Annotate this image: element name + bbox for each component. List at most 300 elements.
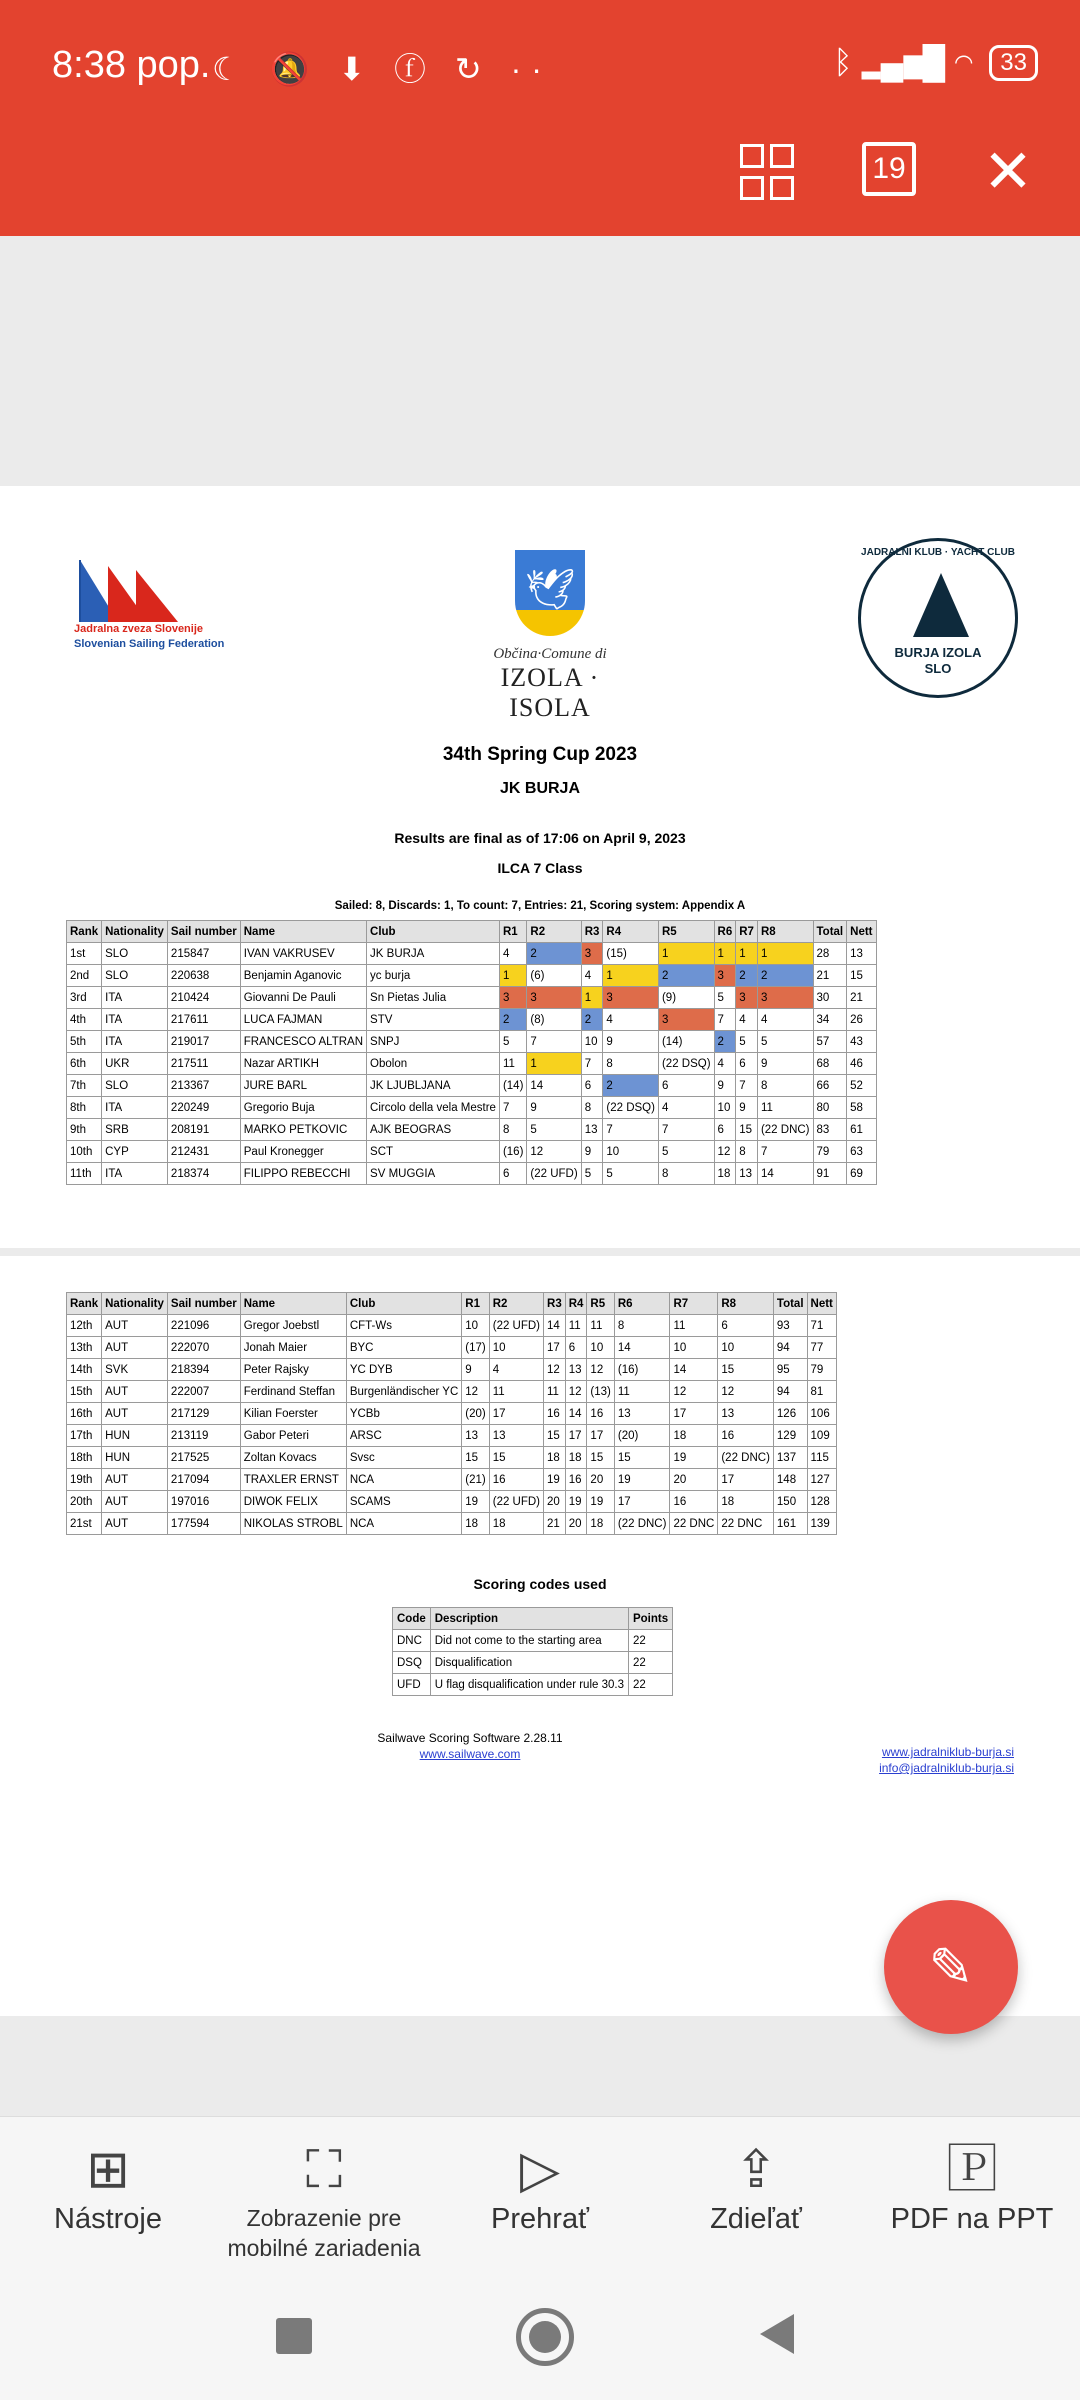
table-cell: SLO bbox=[102, 1075, 168, 1097]
table-cell: 16 bbox=[587, 1403, 614, 1425]
table-cell: 18 bbox=[462, 1513, 489, 1535]
table-cell: 22 DNC bbox=[670, 1513, 718, 1535]
table-cell: 3rd bbox=[67, 987, 102, 1009]
column-header: Rank bbox=[67, 921, 102, 943]
table-cell: 197016 bbox=[167, 1491, 240, 1513]
table-cell: 12 bbox=[565, 1381, 587, 1403]
table-cell: 10th bbox=[67, 1141, 102, 1163]
table-cell: 6th bbox=[67, 1053, 102, 1075]
table-cell: 5 bbox=[658, 1141, 714, 1163]
table-cell: 10 bbox=[462, 1315, 489, 1337]
table-cell: 2 bbox=[714, 1031, 736, 1053]
table-cell: (14) bbox=[499, 1075, 526, 1097]
table-cell: 222007 bbox=[167, 1381, 240, 1403]
grid-icon bbox=[740, 144, 792, 200]
table-cell: 18 bbox=[714, 1163, 736, 1185]
header-row bbox=[67, 1293, 837, 1315]
table-row bbox=[67, 1491, 837, 1513]
header-row bbox=[393, 1608, 673, 1630]
column-header: R1 bbox=[462, 1293, 489, 1315]
table-cell: 57 bbox=[813, 1031, 847, 1053]
table-cell: 139 bbox=[807, 1513, 836, 1535]
column-header: Sail number bbox=[167, 1293, 240, 1315]
table-cell: Gabor Peteri bbox=[240, 1425, 346, 1447]
table-cell: 2 bbox=[581, 1009, 603, 1031]
table-cell: 21 bbox=[813, 965, 847, 987]
table-cell: 1 bbox=[499, 965, 526, 987]
column-header: Total bbox=[773, 1293, 807, 1315]
table-row bbox=[67, 1337, 837, 1359]
table-row bbox=[67, 965, 877, 987]
table-cell: 46 bbox=[847, 1053, 876, 1075]
results-table-page2 bbox=[66, 1292, 837, 1535]
table-cell: 20th bbox=[67, 1491, 102, 1513]
table-cell: Peter Rajsky bbox=[240, 1359, 346, 1381]
tools-label: Nástroje bbox=[54, 2203, 162, 2235]
table-cell: (22 DSQ) bbox=[658, 1053, 714, 1075]
table-cell: UFD bbox=[393, 1674, 431, 1696]
table-cell: 148 bbox=[773, 1469, 807, 1491]
table-cell: 4 bbox=[714, 1053, 736, 1075]
table-row bbox=[67, 1163, 877, 1185]
battery-icon: 33 bbox=[989, 45, 1038, 81]
table-cell: SV MUGGIA bbox=[367, 1163, 500, 1185]
table-cell: 3 bbox=[757, 987, 813, 1009]
club-country: SLO bbox=[924, 661, 952, 676]
table-cell: 127 bbox=[807, 1469, 836, 1491]
table-cell: 128 bbox=[807, 1491, 836, 1513]
table-cell: 80 bbox=[813, 1097, 847, 1119]
sailing-federation-logo bbox=[74, 560, 274, 652]
table-cell: 11 bbox=[544, 1381, 566, 1403]
table-row bbox=[67, 1381, 837, 1403]
play-button[interactable] bbox=[432, 2117, 648, 2273]
table-cell: NIKOLAS STROBL bbox=[240, 1513, 346, 1535]
federation-name-sl: Jadralna zveza Slovenije bbox=[74, 623, 204, 635]
results-table-page1 bbox=[66, 920, 877, 1185]
table-cell: 16 bbox=[718, 1425, 774, 1447]
table-cell: 6 bbox=[736, 1053, 758, 1075]
column-header: Name bbox=[240, 921, 366, 943]
table-cell: 8 bbox=[603, 1053, 659, 1075]
table-cell: 208191 bbox=[167, 1119, 240, 1141]
table-cell: 12th bbox=[67, 1315, 102, 1337]
table-cell: (15) bbox=[603, 943, 659, 965]
table-cell: ITA bbox=[102, 987, 168, 1009]
table-cell: 12 bbox=[714, 1141, 736, 1163]
column-header: R3 bbox=[544, 1293, 566, 1315]
flags-icon bbox=[74, 560, 274, 622]
table-cell: 14 bbox=[614, 1337, 670, 1359]
table-cell: 8 bbox=[757, 1075, 813, 1097]
table-cell: 212431 bbox=[167, 1141, 240, 1163]
table-cell: 52 bbox=[847, 1075, 876, 1097]
table-cell: 8th bbox=[67, 1097, 102, 1119]
table-cell: 215847 bbox=[167, 943, 240, 965]
edit-pencil-button[interactable] bbox=[884, 1900, 1018, 2034]
table-cell: 15 bbox=[544, 1425, 566, 1447]
column-header: R6 bbox=[714, 921, 736, 943]
municipality-label: Občina·Comune di bbox=[493, 646, 607, 662]
table-cell: Paul Kronegger bbox=[240, 1141, 366, 1163]
table-cell: 213119 bbox=[167, 1425, 240, 1447]
table-cell: DNC bbox=[393, 1630, 431, 1652]
column-header: R7 bbox=[736, 921, 758, 943]
table-cell: AUT bbox=[102, 1381, 168, 1403]
table-cell: 7 bbox=[527, 1031, 581, 1053]
table-cell: 71 bbox=[807, 1315, 836, 1337]
notification-icons: ☾ 🔕 ⬇ ⓕ ↻ ·· bbox=[212, 51, 552, 87]
club-contacts bbox=[879, 1744, 1014, 1776]
table-cell: AUT bbox=[102, 1491, 168, 1513]
table-cell: 18 bbox=[489, 1513, 543, 1535]
table-cell: 11 bbox=[499, 1053, 526, 1075]
column-header: Name bbox=[240, 1293, 346, 1315]
table-cell: 3 bbox=[714, 965, 736, 987]
table-cell: CFT-Ws bbox=[346, 1315, 461, 1337]
table-cell: Kilian Foerster bbox=[240, 1403, 346, 1425]
table-cell: 95 bbox=[773, 1359, 807, 1381]
software-name: Sailwave Scoring Software 2.28.11 bbox=[377, 1731, 563, 1745]
sailwave-link[interactable]: www.sailwave.com bbox=[419, 1747, 521, 1761]
table-cell: (22 DNC) bbox=[614, 1513, 670, 1535]
table-cell: 217129 bbox=[167, 1403, 240, 1425]
table-row bbox=[67, 1053, 877, 1075]
table-cell: IVAN VAKRUSEV bbox=[240, 943, 366, 965]
table-cell: 6 bbox=[658, 1075, 714, 1097]
table-cell: 34 bbox=[813, 1009, 847, 1031]
table-cell: 94 bbox=[773, 1381, 807, 1403]
table-cell: Benjamin Aganovic bbox=[240, 965, 366, 987]
table-cell: 43 bbox=[847, 1031, 876, 1053]
table-cell: 10 bbox=[603, 1141, 659, 1163]
table-cell: 21 bbox=[847, 987, 876, 1009]
table-cell: (20) bbox=[614, 1425, 670, 1447]
pdf-to-ppt-button[interactable] bbox=[864, 2117, 1080, 2273]
table-cell: 12 bbox=[527, 1141, 581, 1163]
table-cell: 17 bbox=[565, 1425, 587, 1447]
table-cell: 11 bbox=[565, 1315, 587, 1337]
table-cell: 150 bbox=[773, 1491, 807, 1513]
column-header: Total bbox=[813, 921, 847, 943]
table-cell: (8) bbox=[527, 1009, 581, 1031]
table-cell: 17 bbox=[718, 1469, 774, 1491]
table-cell: 13 bbox=[847, 943, 876, 965]
table-cell: 79 bbox=[807, 1359, 836, 1381]
table-row bbox=[67, 1119, 877, 1141]
table-cell: 4 bbox=[581, 965, 603, 987]
table-cell: JK BURJA bbox=[367, 943, 500, 965]
table-cell: 81 bbox=[807, 1381, 836, 1403]
column-header: R8 bbox=[718, 1293, 774, 1315]
table-cell: 6 bbox=[714, 1119, 736, 1141]
table-cell: 10 bbox=[489, 1337, 543, 1359]
table-cell: 17 bbox=[544, 1337, 566, 1359]
table-cell: AUT bbox=[102, 1337, 168, 1359]
table-cell: 1 bbox=[581, 987, 603, 1009]
table-cell: 10 bbox=[587, 1337, 614, 1359]
table-cell: 6 bbox=[718, 1315, 774, 1337]
table-cell: 19 bbox=[587, 1491, 614, 1513]
column-header: Description bbox=[430, 1608, 628, 1630]
mobile-view-button[interactable] bbox=[216, 2117, 432, 2273]
table-cell: 17 bbox=[670, 1403, 718, 1425]
share-button[interactable] bbox=[648, 2117, 864, 2273]
table-cell: 16th bbox=[67, 1403, 102, 1425]
table-cell: 8 bbox=[581, 1097, 603, 1119]
table-cell: 9 bbox=[527, 1097, 581, 1119]
table-cell: (22 UFD) bbox=[489, 1491, 543, 1513]
table-cell: 17 bbox=[587, 1425, 614, 1447]
table-cell: 3 bbox=[658, 1009, 714, 1031]
table-cell: 222070 bbox=[167, 1337, 240, 1359]
table-cell: 1 bbox=[658, 943, 714, 965]
table-cell: 17 bbox=[614, 1491, 670, 1513]
table-cell: 9 bbox=[462, 1359, 489, 1381]
table-cell: 9th bbox=[67, 1119, 102, 1141]
column-header: Club bbox=[367, 921, 500, 943]
column-header: Club bbox=[346, 1293, 461, 1315]
table-cell: 14 bbox=[757, 1163, 813, 1185]
table-cell: SLO bbox=[102, 965, 168, 987]
table-cell: 18 bbox=[670, 1425, 718, 1447]
column-header: Nationality bbox=[102, 921, 168, 943]
club-website-link[interactable]: www.jadralniklub-burja.si bbox=[881, 1745, 1014, 1759]
table-cell: Jonah Maier bbox=[240, 1337, 346, 1359]
table-cell: 13th bbox=[67, 1337, 102, 1359]
table-cell: 5 bbox=[499, 1031, 526, 1053]
table-cell: DIWOK FELIX bbox=[240, 1491, 346, 1513]
table-cell: SLO bbox=[102, 943, 168, 965]
table-cell: SCT bbox=[367, 1141, 500, 1163]
table-cell: 5 bbox=[714, 987, 736, 1009]
column-header: R3 bbox=[581, 921, 603, 943]
column-header: Rank bbox=[67, 1293, 102, 1315]
table-row bbox=[67, 1031, 877, 1053]
mobile-view-label: Zobrazenie pre mobilné zariadenia bbox=[227, 2205, 421, 2261]
table-cell: ARSC bbox=[346, 1425, 461, 1447]
table-cell: yc burja bbox=[367, 965, 500, 987]
table-cell: 16 bbox=[544, 1403, 566, 1425]
table-row bbox=[67, 1075, 877, 1097]
navigation-bar bbox=[0, 2272, 1080, 2400]
fullscreen-icon: ⛶ bbox=[305, 2141, 343, 2199]
table-cell: 15 bbox=[847, 965, 876, 987]
table-cell: 19 bbox=[670, 1447, 718, 1469]
dove-shield-icon: 🕊 bbox=[515, 550, 585, 636]
column-header: Points bbox=[628, 1608, 672, 1630]
table-row bbox=[393, 1630, 673, 1652]
table-cell: Circolo della vela Mestre bbox=[367, 1097, 500, 1119]
table-cell: 17th bbox=[67, 1425, 102, 1447]
table-cell: (22 DNC) bbox=[757, 1119, 813, 1141]
table-cell: 4 bbox=[489, 1359, 543, 1381]
table-cell: 16 bbox=[489, 1469, 543, 1491]
table-cell: 8 bbox=[499, 1119, 526, 1141]
table-cell: Ferdinand Steffan bbox=[240, 1381, 346, 1403]
table-cell: 79 bbox=[813, 1141, 847, 1163]
table-cell: 11 bbox=[489, 1381, 543, 1403]
table-cell: 28 bbox=[813, 943, 847, 965]
table-cell: 12 bbox=[718, 1381, 774, 1403]
table-cell: 13 bbox=[462, 1425, 489, 1447]
table-cell: 10 bbox=[718, 1337, 774, 1359]
table-row bbox=[393, 1652, 673, 1674]
table-cell: 13 bbox=[614, 1403, 670, 1425]
table-cell: Sn Pietas Julia bbox=[367, 987, 500, 1009]
table-cell: AUT bbox=[102, 1403, 168, 1425]
table-cell: CYP bbox=[102, 1141, 168, 1163]
back-icon[interactable] bbox=[760, 2314, 794, 2354]
page-divider bbox=[0, 1248, 1080, 1256]
table-cell: 6 bbox=[565, 1337, 587, 1359]
table-row bbox=[67, 1513, 837, 1535]
table-cell: (22 UFD) bbox=[527, 1163, 581, 1185]
table-cell: 5 bbox=[757, 1031, 813, 1053]
table-cell: AUT bbox=[102, 1469, 168, 1491]
table-cell: 4th bbox=[67, 1009, 102, 1031]
table-cell: 26 bbox=[847, 1009, 876, 1031]
table-cell: 13 bbox=[581, 1119, 603, 1141]
event-title: 34th Spring Cup 2023 bbox=[442, 744, 638, 765]
table-cell: ITA bbox=[102, 1097, 168, 1119]
table-cell: 218374 bbox=[167, 1163, 240, 1185]
table-cell: 18th bbox=[67, 1447, 102, 1469]
table-cell: 9 bbox=[757, 1053, 813, 1075]
close-icon[interactable]: ✕ bbox=[982, 138, 1034, 205]
table-cell: UKR bbox=[102, 1053, 168, 1075]
table-cell: 19 bbox=[462, 1491, 489, 1513]
table-cell: 15th bbox=[67, 1381, 102, 1403]
table-cell: 91 bbox=[813, 1163, 847, 1185]
table-cell: 8 bbox=[614, 1315, 670, 1337]
table-cell: 3 bbox=[527, 987, 581, 1009]
table-cell: 93 bbox=[773, 1315, 807, 1337]
club-ring-text: JADRALNI KLUB · YACHT CLUB bbox=[861, 547, 1015, 558]
table-cell: 7 bbox=[714, 1009, 736, 1031]
table-cell: U flag disqualification under rule 30.3 bbox=[430, 1674, 628, 1696]
table-cell: 15 bbox=[736, 1119, 758, 1141]
table-cell: Did not come to the starting area bbox=[430, 1630, 628, 1652]
table-cell: 217511 bbox=[167, 1053, 240, 1075]
table-cell: NCA bbox=[346, 1469, 461, 1491]
table-cell: (17) bbox=[462, 1337, 489, 1359]
table-cell: 15 bbox=[489, 1447, 543, 1469]
ppt-icon: 🄿 bbox=[945, 2141, 998, 2199]
table-cell: 217525 bbox=[167, 1447, 240, 1469]
table-cell: 177594 bbox=[167, 1513, 240, 1535]
table-cell: 13 bbox=[565, 1359, 587, 1381]
table-cell: 5 bbox=[603, 1163, 659, 1185]
table-cell: 8 bbox=[736, 1141, 758, 1163]
table-cell: 2 bbox=[658, 965, 714, 987]
table-cell: 83 bbox=[813, 1119, 847, 1141]
header-row bbox=[67, 921, 877, 943]
table-cell: (14) bbox=[658, 1031, 714, 1053]
column-header: Nationality bbox=[102, 1293, 168, 1315]
table-cell: 1 bbox=[736, 943, 758, 965]
table-cell: 22 bbox=[628, 1674, 672, 1696]
table-cell: 129 bbox=[773, 1425, 807, 1447]
table-row bbox=[67, 1009, 877, 1031]
table-cell: 10 bbox=[714, 1097, 736, 1119]
table-cell: 1 bbox=[714, 943, 736, 965]
column-header: R7 bbox=[670, 1293, 718, 1315]
club-name: BURJA IZOLA bbox=[894, 645, 982, 660]
table-cell: STV bbox=[367, 1009, 500, 1031]
table-cell: (22 UFD) bbox=[489, 1315, 543, 1337]
table-cell: 8 bbox=[658, 1163, 714, 1185]
table-cell: NCA bbox=[346, 1513, 461, 1535]
table-cell: 7 bbox=[757, 1141, 813, 1163]
column-header: Nett bbox=[847, 921, 876, 943]
municipality-name: IZOLA · ISOLA bbox=[500, 663, 600, 722]
club-email-link[interactable]: info@jadralniklub-burja.si bbox=[879, 1761, 1014, 1775]
table-cell: (20) bbox=[462, 1403, 489, 1425]
table-cell: 14 bbox=[544, 1315, 566, 1337]
table-row bbox=[67, 1447, 837, 1469]
recents-icon[interactable] bbox=[276, 2318, 312, 2354]
table-cell: TRAXLER ERNST bbox=[240, 1469, 346, 1491]
scoring-codes-title: Scoring codes used bbox=[473, 1576, 607, 1592]
table-cell: 5 bbox=[527, 1119, 581, 1141]
table-cell: 217611 bbox=[167, 1009, 240, 1031]
table-cell: 2 bbox=[757, 965, 813, 987]
page-count-button[interactable]: 19 bbox=[862, 142, 916, 196]
table-row bbox=[67, 1315, 837, 1337]
table-cell: 15 bbox=[718, 1359, 774, 1381]
table-row bbox=[67, 1469, 837, 1491]
column-header: R8 bbox=[757, 921, 813, 943]
table-cell: 94 bbox=[773, 1337, 807, 1359]
table-cell: (22 DNC) bbox=[718, 1447, 774, 1469]
table-cell: 19th bbox=[67, 1469, 102, 1491]
table-cell: 21st bbox=[67, 1513, 102, 1535]
table-cell: 19 bbox=[614, 1469, 670, 1491]
table-cell: (21) bbox=[462, 1469, 489, 1491]
table-cell: 12 bbox=[670, 1381, 718, 1403]
thumbnail-grid-button[interactable] bbox=[738, 142, 794, 202]
bottom-toolbar bbox=[0, 2116, 1080, 2273]
table-cell: 4 bbox=[603, 1009, 659, 1031]
pdf-to-ppt-label: PDF na PPT bbox=[890, 2203, 1054, 2235]
table-cell: 7 bbox=[736, 1075, 758, 1097]
table-cell: AJK BEOGRAS bbox=[367, 1119, 500, 1141]
table-cell: 4 bbox=[736, 1009, 758, 1031]
table-cell: 16 bbox=[565, 1469, 587, 1491]
table-cell: SRB bbox=[102, 1119, 168, 1141]
sail-icon bbox=[913, 573, 969, 637]
table-cell: 2 bbox=[499, 1009, 526, 1031]
table-cell: 1st bbox=[67, 943, 102, 965]
table-cell: 12 bbox=[544, 1359, 566, 1381]
table-cell: 66 bbox=[813, 1075, 847, 1097]
table-cell: 3 bbox=[736, 987, 758, 1009]
table-cell: YCBb bbox=[346, 1403, 461, 1425]
table-cell: JURE BARL bbox=[240, 1075, 366, 1097]
table-cell: 213367 bbox=[167, 1075, 240, 1097]
column-header: R4 bbox=[565, 1293, 587, 1315]
table-cell: 12 bbox=[462, 1381, 489, 1403]
table-cell: Gregorio Buja bbox=[240, 1097, 366, 1119]
status-time: 8:38 pop. bbox=[52, 44, 211, 86]
table-cell: (16) bbox=[614, 1359, 670, 1381]
home-icon[interactable] bbox=[516, 2308, 574, 2366]
table-cell: 221096 bbox=[167, 1315, 240, 1337]
class-name: ILCA 7 Class bbox=[497, 860, 583, 876]
table-cell: 2 bbox=[736, 965, 758, 987]
tools-button[interactable] bbox=[0, 2117, 216, 2273]
